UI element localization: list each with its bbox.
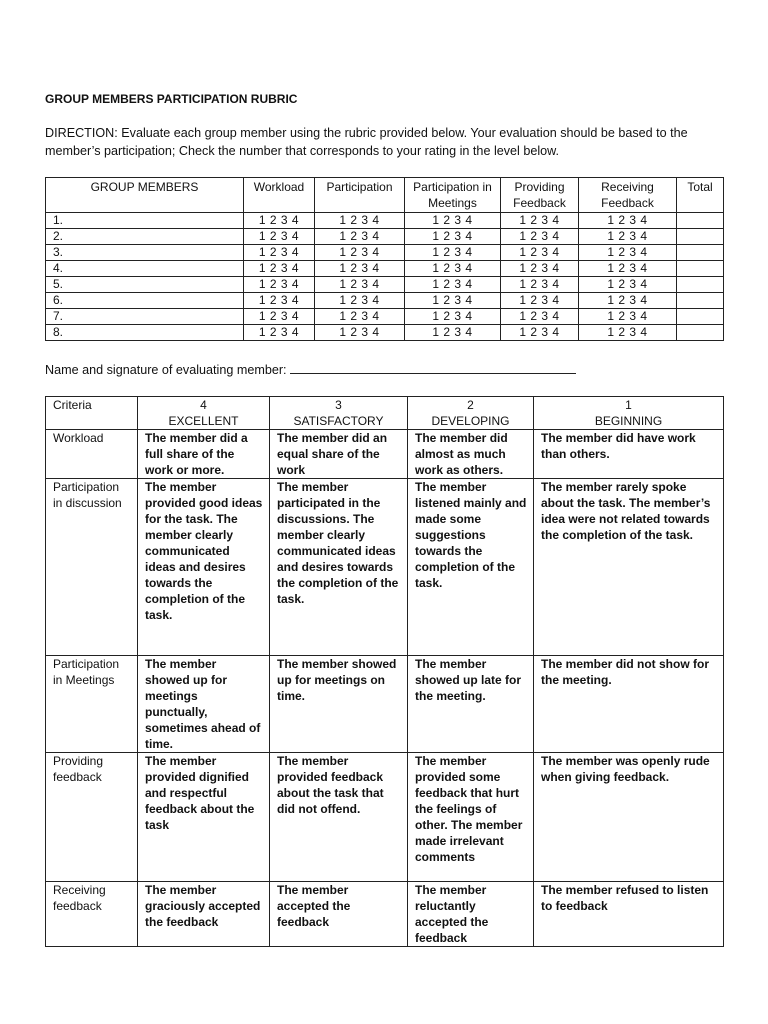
rating-scale-cell[interactable]: 1 2 3 4 xyxy=(579,325,677,341)
rating-scale-cell[interactable]: 1 2 3 4 xyxy=(579,277,677,293)
rubric-descriptor: The member was openly rude when giving feedback. xyxy=(534,753,724,882)
rubric-descriptor: The member rarely spoke about the task. The member’s idea were not related towards the completion of the task. xyxy=(534,479,724,656)
column-header: Participation xyxy=(315,178,405,213)
rating-scale-cell[interactable]: 1 2 3 4 xyxy=(501,277,579,293)
rating-scale-cell[interactable]: 1 2 3 4 xyxy=(405,277,501,293)
rubric-descriptor: The member did an equal share of the work xyxy=(270,430,408,479)
rating-scale-cell[interactable]: 1 2 3 4 xyxy=(405,293,501,309)
table-row xyxy=(46,213,724,229)
rubric-descriptor: The member participated in the discussions. The member clearly communicated ideas and desires towards the completion of the task. xyxy=(270,479,408,656)
rubric-row xyxy=(46,430,724,479)
rating-scale-cell[interactable]: 1 2 3 4 xyxy=(501,293,579,309)
rating-scale-cell[interactable]: 1 2 3 4 xyxy=(579,229,677,245)
total-cell[interactable] xyxy=(677,245,724,261)
rating-scale-cell[interactable]: 1 2 3 4 xyxy=(579,293,677,309)
table-row xyxy=(46,277,724,293)
rating-scale-cell[interactable]: 1 2 3 4 xyxy=(315,309,405,325)
level-header: 2 DEVELOPING xyxy=(408,397,534,430)
level-header: 1 BEGINNING xyxy=(534,397,724,430)
column-header: GROUP MEMBERS xyxy=(46,178,244,213)
rating-scale-cell[interactable]: 1 2 3 4 xyxy=(244,261,315,277)
column-header: Participation in Meetings xyxy=(405,178,501,213)
rating-scale-cell[interactable]: 1 2 3 4 xyxy=(244,245,315,261)
rubric-descriptor: The member did have work than others. xyxy=(534,430,724,479)
rating-scale-cell[interactable]: 1 2 3 4 xyxy=(244,325,315,341)
rubric-row xyxy=(46,656,724,753)
member-number: 4. xyxy=(46,261,244,277)
table-row xyxy=(46,261,724,277)
member-number: 3. xyxy=(46,245,244,261)
total-cell[interactable] xyxy=(677,213,724,229)
signature-label: Name and signature of evaluating member: xyxy=(45,363,287,377)
rating-scale-cell[interactable]: 1 2 3 4 xyxy=(579,261,677,277)
rubric-descriptor: The member showed up late for the meeting. xyxy=(408,656,534,753)
rating-scale-cell[interactable]: 1 2 3 4 xyxy=(244,293,315,309)
member-number: 5. xyxy=(46,277,244,293)
total-cell[interactable] xyxy=(677,325,724,341)
rubric-descriptor: The member graciously accepted the feedback xyxy=(138,882,270,947)
rating-scale-cell[interactable]: 1 2 3 4 xyxy=(405,325,501,341)
rating-scale-cell[interactable]: 1 2 3 4 xyxy=(501,213,579,229)
rating-scale-cell[interactable]: 1 2 3 4 xyxy=(315,245,405,261)
criteria-label: Providing feedback xyxy=(46,753,138,882)
rating-scale-cell[interactable]: 1 2 3 4 xyxy=(405,213,501,229)
rating-scale-cell[interactable]: 1 2 3 4 xyxy=(315,213,405,229)
criteria-label: Participation in Meetings xyxy=(46,656,138,753)
criteria-header: Criteria xyxy=(46,397,138,430)
rubric-descriptor: The member provided some feedback that hurt the feelings of other. The member made irrelevant comments xyxy=(408,753,534,882)
rubric-descriptor: The member provided dignified and respectful feedback about the task xyxy=(138,753,270,882)
rating-scale-cell[interactable]: 1 2 3 4 xyxy=(244,309,315,325)
table-row xyxy=(46,325,724,341)
rubric-descriptor: The member did not show for the meeting. xyxy=(534,656,724,753)
criteria-label: Workload xyxy=(46,430,138,479)
rubric-descriptor: The member showed up for meetings punctually, sometimes ahead of time. xyxy=(138,656,270,753)
rating-scale-cell[interactable]: 1 2 3 4 xyxy=(315,261,405,277)
rating-scale-cell[interactable]: 1 2 3 4 xyxy=(315,325,405,341)
member-number: 8. xyxy=(46,325,244,341)
total-cell[interactable] xyxy=(677,277,724,293)
table-row xyxy=(46,309,724,325)
rating-scale-cell[interactable]: 1 2 3 4 xyxy=(244,229,315,245)
member-number: 2. xyxy=(46,229,244,245)
rubric-descriptor: The member refused to listen to feedback xyxy=(534,882,724,947)
total-cell[interactable] xyxy=(677,293,724,309)
total-cell[interactable] xyxy=(677,261,724,277)
total-cell[interactable] xyxy=(677,309,724,325)
rubric-descriptor: The member reluctantly accepted the feedback xyxy=(408,882,534,947)
column-header: Providing Feedback xyxy=(501,178,579,213)
total-cell[interactable] xyxy=(677,229,724,245)
rating-scale-cell[interactable]: 1 2 3 4 xyxy=(501,245,579,261)
rating-scale-cell[interactable]: 1 2 3 4 xyxy=(579,213,677,229)
rating-scale-cell[interactable]: 1 2 3 4 xyxy=(315,293,405,309)
table-row xyxy=(46,245,724,261)
rating-scale-cell[interactable]: 1 2 3 4 xyxy=(244,213,315,229)
rubric-row xyxy=(46,753,724,882)
criteria-label: Receiving feedback xyxy=(46,882,138,947)
level-header: 4 EXCELLENT xyxy=(138,397,270,430)
rubric-descriptor: The member did almost as much work as others. xyxy=(408,430,534,479)
column-header: Receiving Feedback xyxy=(579,178,677,213)
rating-table-header xyxy=(46,178,724,213)
rating-scale-cell[interactable]: 1 2 3 4 xyxy=(579,309,677,325)
directions-text: DIRECTION: Evaluate each group member using the rubric provided below. Your evaluation should be based to the member’s participation; Check the number that corresponds to your rating in the level below. xyxy=(45,126,688,158)
level-header: 3 SATISFACTORY xyxy=(270,397,408,430)
rating-scale-cell[interactable]: 1 2 3 4 xyxy=(405,309,501,325)
rating-scale-cell[interactable]: 1 2 3 4 xyxy=(501,309,579,325)
rating-scale-cell[interactable]: 1 2 3 4 xyxy=(315,229,405,245)
page-title: GROUP MEMBERS PARTICIPATION RUBRIC xyxy=(45,92,298,106)
member-number: 7. xyxy=(46,309,244,325)
rubric-descriptor: The member did a full share of the work or more. xyxy=(138,430,270,479)
rubric-header-row xyxy=(46,397,724,430)
rubric-row xyxy=(46,479,724,656)
rubric-descriptor: The member showed up for meetings on time. xyxy=(270,656,408,753)
rating-scale-cell[interactable]: 1 2 3 4 xyxy=(405,245,501,261)
rating-scale-cell[interactable]: 1 2 3 4 xyxy=(244,277,315,293)
rating-scale-cell[interactable]: 1 2 3 4 xyxy=(579,245,677,261)
table-row xyxy=(46,293,724,309)
signature-field[interactable] xyxy=(290,361,576,374)
member-number: 1. xyxy=(46,213,244,229)
rating-scale-cell[interactable]: 1 2 3 4 xyxy=(405,229,501,245)
rating-scale-cell[interactable]: 1 2 3 4 xyxy=(501,229,579,245)
rubric-descriptor: The member accepted the feedback xyxy=(270,882,408,947)
rating-scale-cell[interactable]: 1 2 3 4 xyxy=(501,261,579,277)
rubric-descriptor: The member provided feedback about the task that did not offend. xyxy=(270,753,408,882)
criteria-label: Participation in discussion xyxy=(46,479,138,656)
signature-line xyxy=(45,361,576,377)
rating-scale-cell[interactable]: 1 2 3 4 xyxy=(405,261,501,277)
member-number: 6. xyxy=(46,293,244,309)
rubric-descriptor: The member provided good ideas for the task. The member clearly communicated ideas and desires towards the completion of the task. xyxy=(138,479,270,656)
column-header: Total xyxy=(677,178,724,213)
rating-scale-cell[interactable]: 1 2 3 4 xyxy=(315,277,405,293)
rubric-descriptor: The member listened mainly and made some suggestions towards the completion of the task. xyxy=(408,479,534,656)
rubric-table xyxy=(45,396,724,947)
rating-table xyxy=(45,177,724,341)
rating-scale-cell[interactable]: 1 2 3 4 xyxy=(501,325,579,341)
column-header: Workload xyxy=(244,178,315,213)
rubric-row xyxy=(46,882,724,947)
table-row xyxy=(46,229,724,245)
